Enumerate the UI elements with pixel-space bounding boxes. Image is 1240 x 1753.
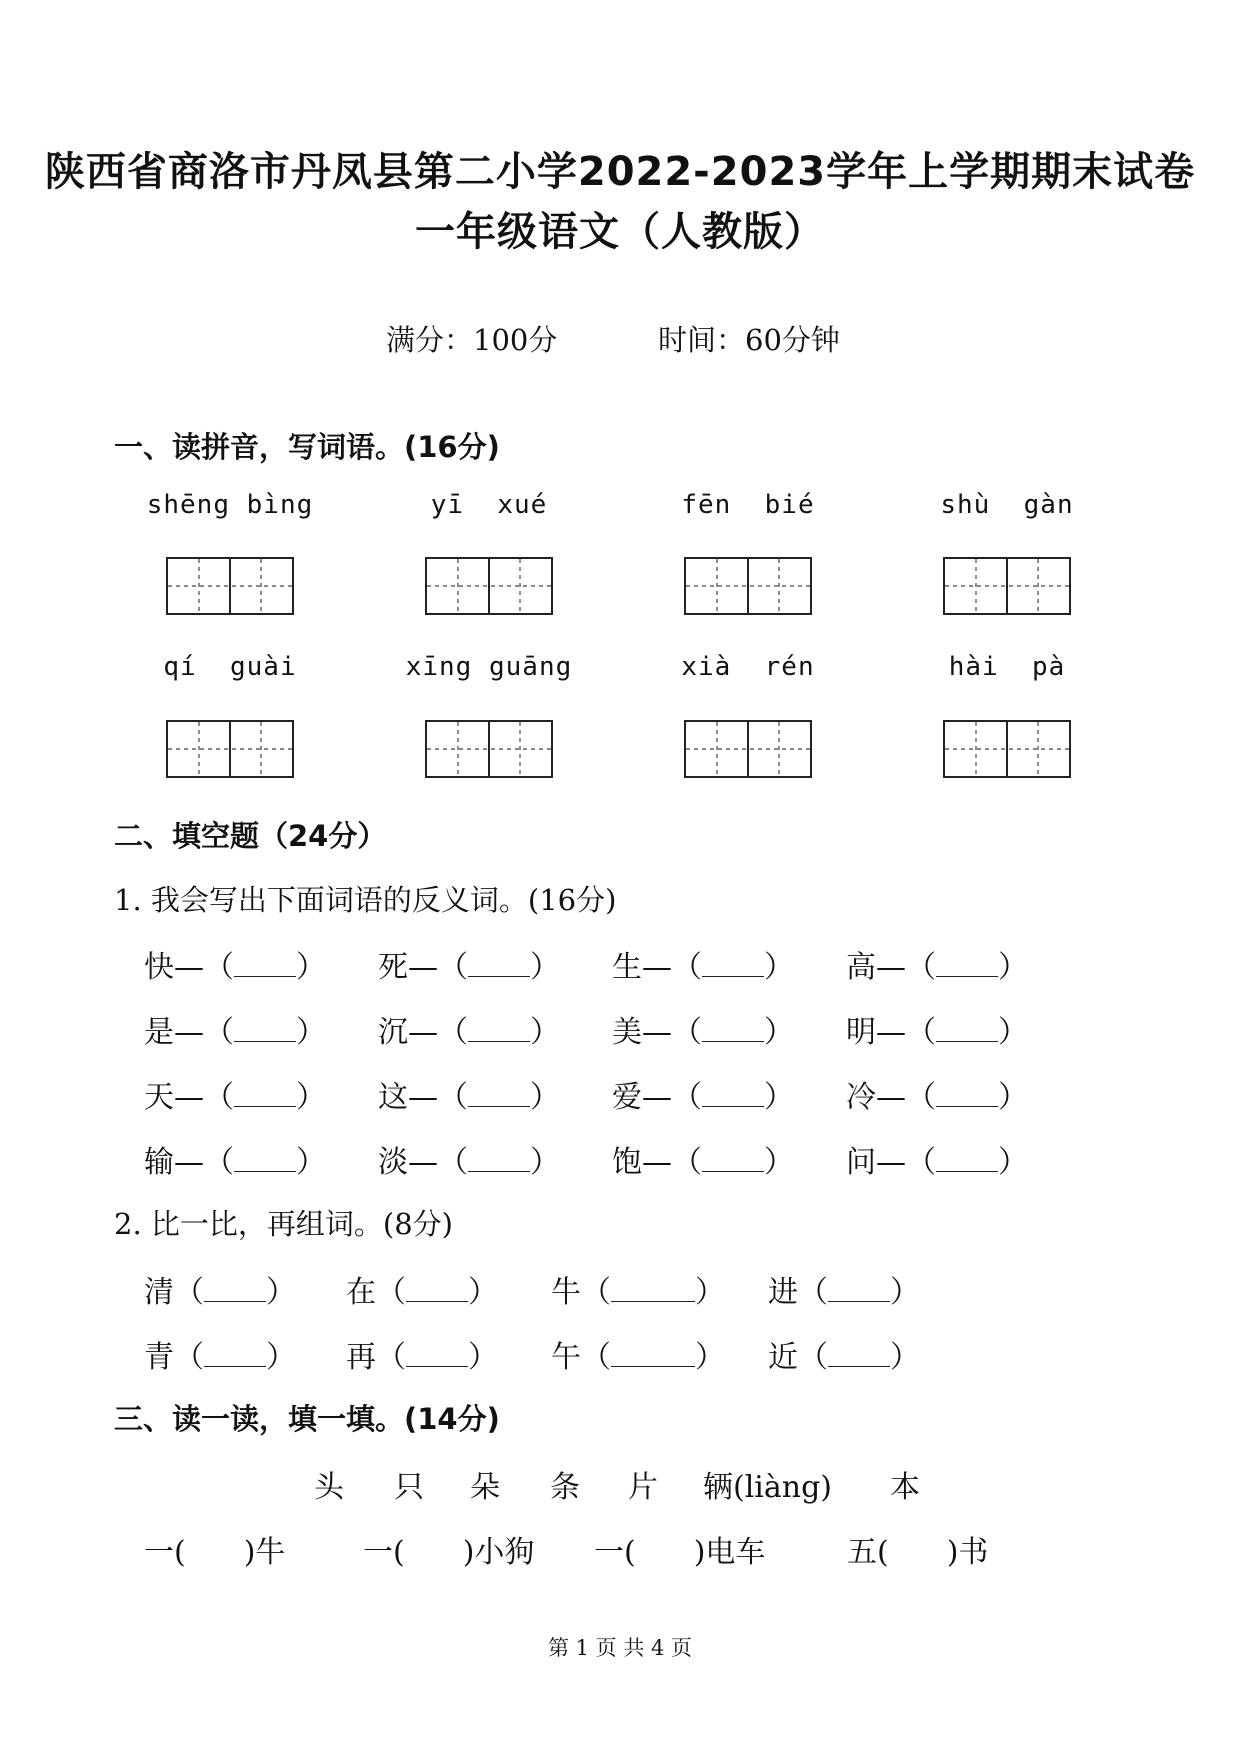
antonym-word: 天 [144, 1080, 174, 1115]
fill-suffix: )小狗 [462, 1535, 535, 1570]
open-paren: （ [174, 1275, 204, 1310]
antonym-close: ） [296, 1145, 326, 1180]
fill-prefix: 五( [847, 1535, 889, 1570]
word-bank-item: 辆(liàng) [703, 1470, 833, 1505]
answer-blank[interactable] [234, 1149, 296, 1172]
writing-grid-box[interactable] [166, 557, 294, 615]
antonym-item [144, 942, 326, 986]
section1-heading: 一、读拼音，写词语。(16分) [114, 430, 500, 464]
fill-suffix: )书 [946, 1535, 989, 1570]
antonym-close: ） [530, 1080, 560, 1115]
antonym-word: 明 [846, 1015, 876, 1050]
antonym-word: 淡 [378, 1145, 408, 1180]
answer-blank[interactable] [936, 954, 998, 977]
pinyin-label: fēn bié [681, 490, 815, 520]
answer-blank[interactable] [702, 1019, 764, 1042]
writing-grid-box[interactable] [684, 720, 812, 778]
open-paren: （ [376, 1275, 406, 1310]
antonym-close: ） [764, 1015, 794, 1050]
antonym-close: ） [764, 950, 794, 985]
antonym-close: ） [764, 1145, 794, 1180]
antonym-item [846, 1007, 1028, 1051]
antonym-item [378, 942, 560, 986]
close-paren: ） [468, 1275, 498, 1310]
antonym-dash: —（ [876, 950, 936, 985]
q1-prompt: 1. 我会写出下面词语的反义词。(16分) [114, 883, 617, 917]
antonym-word: 冷 [846, 1080, 876, 1115]
close-paren: ） [890, 1340, 920, 1375]
writing-grid-box[interactable] [943, 720, 1071, 778]
open-paren: （ [174, 1340, 204, 1375]
exam-subtitle: 一年级语文（人教版） [415, 209, 825, 255]
antonym-dash: —（ [408, 1015, 468, 1050]
antonym-dash: —（ [876, 1080, 936, 1115]
pinyin-label: yī xué [430, 490, 548, 520]
answer-blank[interactable] [611, 1344, 695, 1367]
pinyin-label: qí guài [163, 652, 297, 682]
word-bank-item: 朵 [470, 1470, 500, 1505]
word-form-item [768, 1267, 920, 1311]
char: 进 [768, 1275, 798, 1310]
answer-blank[interactable] [468, 1019, 530, 1042]
antonym-item [378, 1137, 560, 1181]
pinyin-label: shēng bìng [146, 490, 314, 520]
section2-heading: 二、填空题（24分） [114, 819, 387, 853]
writing-grid-box[interactable] [166, 720, 294, 778]
antonym-close: ） [998, 950, 1028, 985]
open-paren: （ [798, 1275, 828, 1310]
close-paren: ） [695, 1340, 725, 1375]
char: 清 [144, 1275, 174, 1310]
word-bank-item: 片 [628, 1470, 658, 1505]
char: 午 [551, 1340, 581, 1375]
answer-blank[interactable] [468, 1149, 530, 1172]
fill-suffix: )牛 [243, 1535, 286, 1570]
pinyin-label: xīng guāng [405, 652, 573, 682]
word-bank-item: 条 [550, 1470, 580, 1505]
antonym-dash: —（ [642, 950, 702, 985]
antonym-dash: —（ [876, 1145, 936, 1180]
full-score: 满分：100分 [386, 323, 558, 357]
answer-blank[interactable] [936, 1084, 998, 1107]
antonym-item [612, 1072, 794, 1116]
antonym-item [378, 1007, 560, 1051]
char: 牛 [551, 1275, 581, 1310]
word-bank-item: 只 [394, 1470, 424, 1505]
answer-blank[interactable] [204, 1344, 266, 1367]
antonym-word: 问 [846, 1145, 876, 1180]
word-form-item [144, 1332, 296, 1376]
antonym-item [612, 1137, 794, 1181]
antonym-close: ） [998, 1145, 1028, 1180]
antonym-word: 输 [144, 1145, 174, 1180]
answer-blank[interactable] [702, 1084, 764, 1107]
q2-prompt: 2. 比一比，再组词。(8分) [114, 1207, 453, 1241]
antonym-close: ） [296, 1015, 326, 1050]
close-paren: ） [468, 1340, 498, 1375]
antonym-dash: —（ [642, 1145, 702, 1180]
antonym-dash: —（ [174, 1080, 234, 1115]
answer-blank[interactable] [234, 1084, 296, 1107]
antonym-dash: —（ [642, 1015, 702, 1050]
antonym-close: ） [530, 950, 560, 985]
antonym-item [144, 1007, 326, 1051]
section3-heading: 三、读一读，填一填。(14分) [114, 1402, 500, 1436]
antonym-item [846, 1137, 1028, 1181]
antonym-close: ） [998, 1080, 1028, 1115]
answer-blank[interactable] [468, 954, 530, 977]
antonym-close: ） [998, 1015, 1028, 1050]
exam-time: 时间：60分钟 [658, 323, 840, 357]
antonym-item [612, 942, 794, 986]
word-bank-item: 头 [314, 1470, 344, 1505]
char: 青 [144, 1340, 174, 1375]
writing-grid-box[interactable] [943, 557, 1071, 615]
measure-word-fill [144, 1527, 285, 1571]
antonym-word: 高 [846, 950, 876, 985]
open-paren: （ [376, 1340, 406, 1375]
antonym-word: 快 [144, 950, 174, 985]
fill-prefix: 一( [144, 1535, 186, 1570]
answer-blank[interactable] [936, 1019, 998, 1042]
word-form-item [551, 1267, 725, 1311]
antonym-dash: —（ [642, 1080, 702, 1115]
pinyin-label: hài pà [948, 652, 1066, 682]
open-paren: （ [581, 1340, 611, 1375]
measure-word-fill [847, 1527, 988, 1571]
fill-prefix: 一( [594, 1535, 636, 1570]
answer-blank[interactable] [234, 954, 296, 977]
pinyin-label: xià rén [681, 652, 815, 682]
antonym-word: 这 [378, 1080, 408, 1115]
antonym-close: ） [296, 950, 326, 985]
fill-prefix: 一( [363, 1535, 405, 1570]
answer-blank[interactable] [828, 1279, 890, 1302]
char: 近 [768, 1340, 798, 1375]
answer-blank[interactable] [828, 1344, 890, 1367]
measure-word-fill [594, 1527, 765, 1571]
antonym-item [846, 942, 1028, 986]
antonym-close: ） [530, 1015, 560, 1050]
antonym-dash: —（ [174, 1145, 234, 1180]
fill-suffix: )电车 [693, 1535, 766, 1570]
answer-blank[interactable] [702, 954, 764, 977]
close-paren: ） [266, 1340, 296, 1375]
writing-grid-box[interactable] [425, 557, 553, 615]
page-footer: 第 1 页 共 4 页 [547, 1636, 693, 1660]
open-paren: （ [581, 1275, 611, 1310]
antonym-item [144, 1072, 326, 1116]
pinyin-label: shù gàn [940, 490, 1074, 520]
antonym-word: 是 [144, 1015, 174, 1050]
antonym-dash: —（ [174, 1015, 234, 1050]
close-paren: ） [266, 1275, 296, 1310]
char: 再 [346, 1340, 376, 1375]
antonym-dash: —（ [408, 950, 468, 985]
char: 在 [346, 1275, 376, 1310]
word-form-item [768, 1332, 920, 1376]
antonym-word: 饱 [612, 1145, 642, 1180]
measure-word-fill [363, 1527, 534, 1571]
answer-blank[interactable] [406, 1279, 468, 1302]
antonym-word: 爱 [612, 1080, 642, 1115]
antonym-item [378, 1072, 560, 1116]
writing-grid-box[interactable] [425, 720, 553, 778]
antonym-close: ） [530, 1145, 560, 1180]
antonym-close: ） [764, 1080, 794, 1115]
antonym-dash: —（ [876, 1015, 936, 1050]
exam-title: 陕西省商洛市丹凤县第二小学2022-2023学年上学期期末试卷 [44, 149, 1196, 195]
antonym-item [846, 1072, 1028, 1116]
antonym-item [612, 1007, 794, 1051]
answer-blank[interactable] [234, 1019, 296, 1042]
answer-blank[interactable] [468, 1084, 530, 1107]
antonym-dash: —（ [408, 1080, 468, 1115]
close-paren: ） [890, 1275, 920, 1310]
word-bank-item: 本 [890, 1470, 920, 1505]
antonym-word: 死 [378, 950, 408, 985]
antonym-dash: —（ [408, 1145, 468, 1180]
antonym-dash: —（ [174, 950, 234, 985]
antonym-item [144, 1137, 326, 1181]
word-form-item [346, 1332, 498, 1376]
word-form-item [144, 1267, 296, 1311]
word-form-item [551, 1332, 725, 1376]
answer-blank[interactable] [936, 1149, 998, 1172]
word-form-item [346, 1267, 498, 1311]
writing-grid-box[interactable] [684, 557, 812, 615]
antonym-word: 美 [612, 1015, 642, 1050]
answer-blank[interactable] [611, 1279, 695, 1302]
answer-blank[interactable] [204, 1279, 266, 1302]
antonym-word: 沉 [378, 1015, 408, 1050]
antonym-word: 生 [612, 950, 642, 985]
answer-blank[interactable] [702, 1149, 764, 1172]
close-paren: ） [695, 1275, 725, 1310]
open-paren: （ [798, 1340, 828, 1375]
answer-blank[interactable] [406, 1344, 468, 1367]
antonym-close: ） [296, 1080, 326, 1115]
